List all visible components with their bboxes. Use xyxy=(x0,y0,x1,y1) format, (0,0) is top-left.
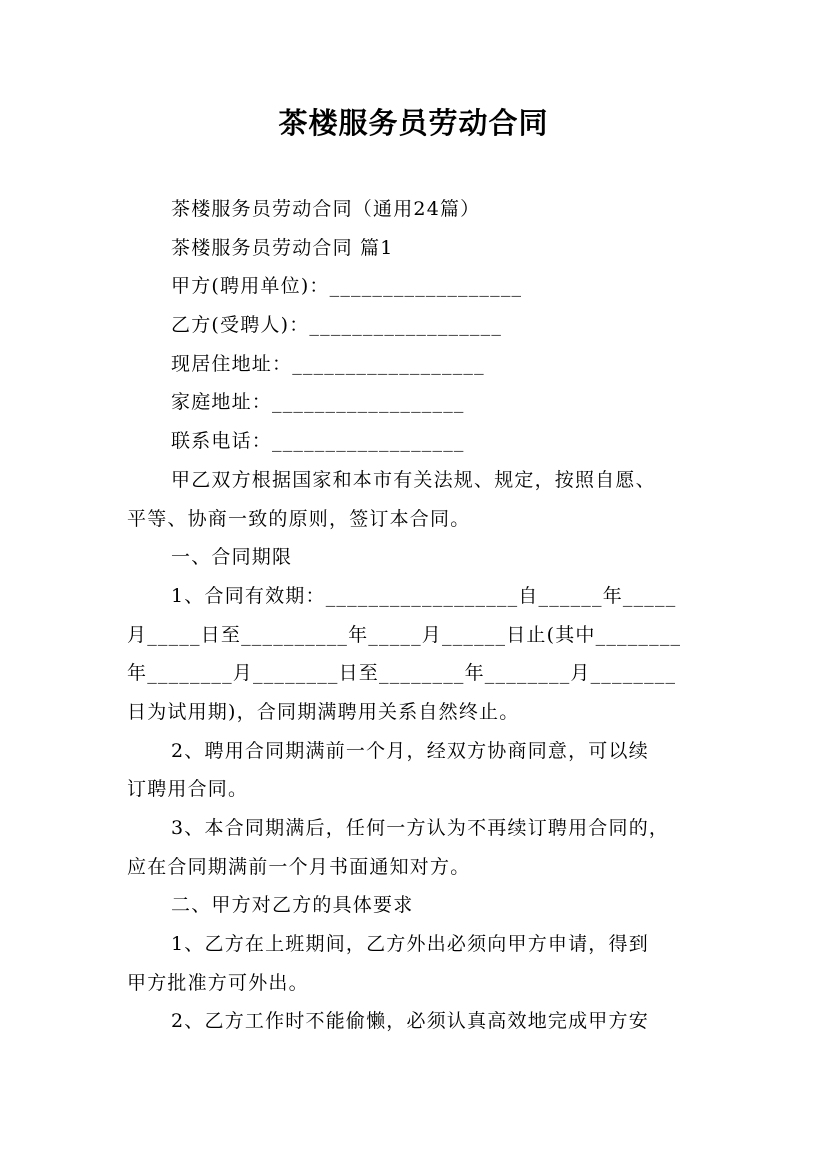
text-line: 1、合同有效期：__________________自______年_____ xyxy=(171,584,677,607)
document-title: 茶楼服务员劳动合同 xyxy=(278,106,549,140)
text-line: 甲方(聘用单位)：__________________ xyxy=(171,275,523,298)
document-body xyxy=(127,190,707,1041)
text-line: 年________月________日至________年________月________ xyxy=(127,662,677,685)
text-line: 月_____日至__________年_____月______日止(其中________ xyxy=(127,623,682,646)
text-line: 2、乙方工作时不能偷懒，必须认真高效地完成甲方安 xyxy=(171,1010,649,1033)
text-line: 家庭地址：__________________ xyxy=(171,391,465,414)
text-line: 日为试用期)，合同期满聘用关系自然终止。 xyxy=(127,700,520,723)
text-line: 2、聘用合同期满前一个月，经双方协商同意，可以续 xyxy=(171,739,649,762)
text-line: 二、甲方对乙方的具体要求 xyxy=(171,894,414,917)
text-line: 订聘用合同。 xyxy=(127,778,249,801)
text-line: 应在合同期满前一个月书面通知对方。 xyxy=(127,855,471,878)
text-line: 现居住地址：__________________ xyxy=(171,352,485,375)
text-line: 1、乙方在上班期间，乙方外出必须向甲方申请，得到 xyxy=(171,933,649,956)
text-line: 茶楼服务员劳动合同（通用24篇） xyxy=(171,198,481,220)
text-line: 联系电话：__________________ xyxy=(171,430,465,453)
text-line: 平等、协商一致的原则，签订本合同。 xyxy=(127,507,471,530)
text-line: 甲方批准方可外出。 xyxy=(127,971,309,994)
text-line: 乙方(受聘人)：__________________ xyxy=(171,314,503,337)
text-line: 甲乙双方根据国家和本市有关法规、规定，按照自愿、 xyxy=(171,468,656,491)
text-line: 一、合同期限 xyxy=(171,546,293,569)
text-line: 茶楼服务员劳动合同 篇1 xyxy=(171,236,394,259)
text-line: 3、本合同期满后，任何一方认为不再续订聘用合同的， xyxy=(171,817,670,839)
